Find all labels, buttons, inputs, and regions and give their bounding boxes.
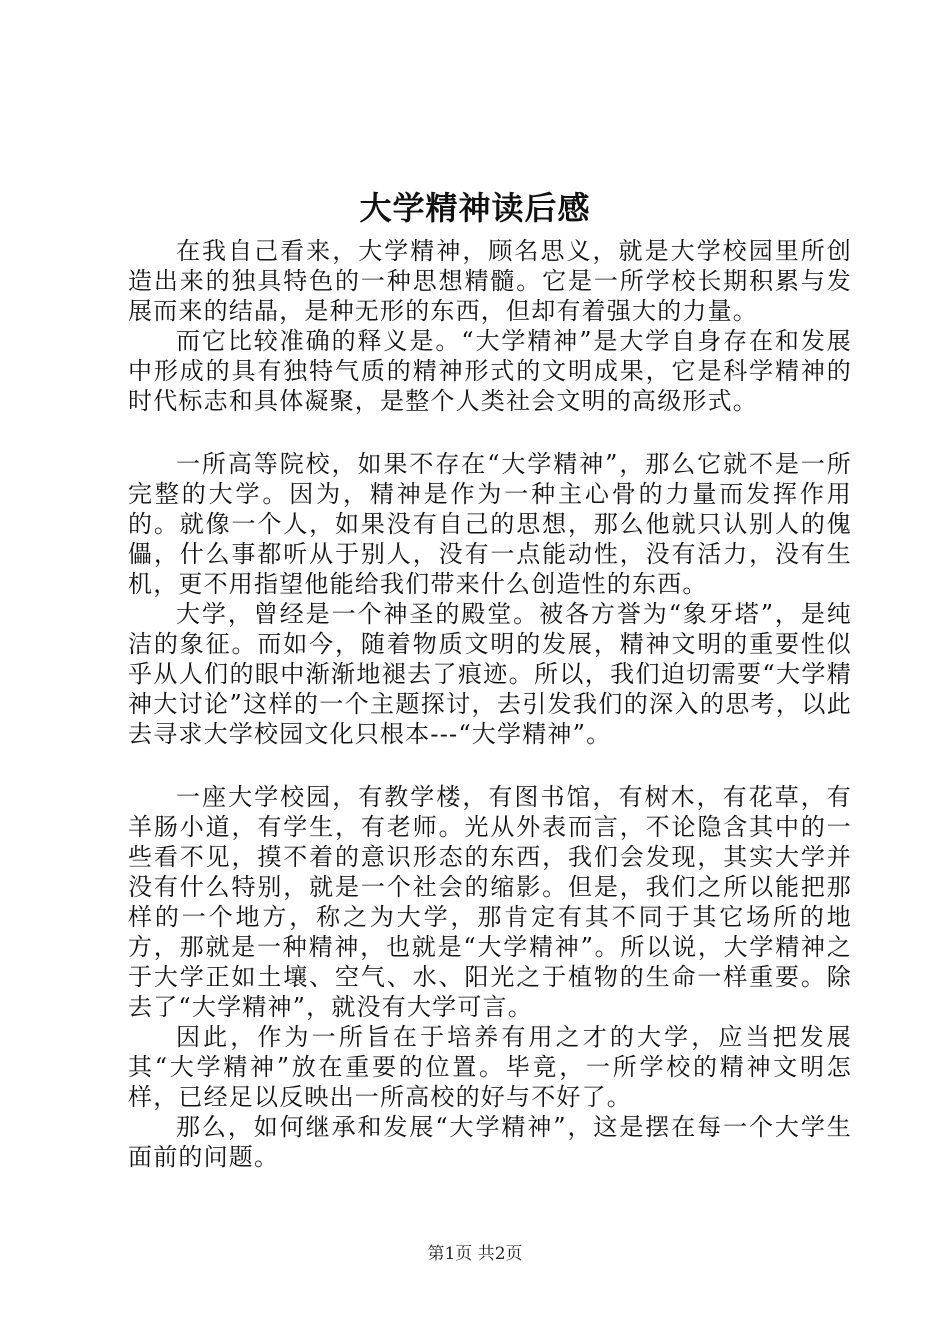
document-body bbox=[128, 236, 852, 1172]
paragraph-4: 大学，曾经是一个神圣的殿堂。被各方誉为“象牙塔”，是纯洁的象征。而如今，随着物质文明的发展，精神文明的重要性似乎从人们的眼中渐渐地褪去了痕迹。所以，我们迫切需要“大学精神大讨论”这样的一个主题探讨，去引发我们的深入的思考，以此去寻求大学校园文化只根本---“大学精神”。 bbox=[128, 600, 852, 748]
paragraph-2: 而它比较准确的释义是。“大学精神”是大学自身存在和发展中形成的具有独特气质的精神形式的文明成果，它是科学精神的时代标志和具体凝聚，是整个人类社会文明的高级形式。 bbox=[128, 327, 852, 415]
paragraph-spacer bbox=[128, 749, 852, 782]
paragraph-6: 因此，作为一所旨在于培养有用之才的大学，应当把发展其“大学精神”放在重要的位置。毕竟，一所学校的精神文明怎样，已经足以反映出一所高校的好与不好了。 bbox=[128, 1023, 852, 1111]
paragraph-1: 在我自己看来，大学精神，顾名思义，就是大学校园里所创造出来的独具特色的一种思想精髓。它是一所学校长期积累与发展而来的结晶，是种无形的东西，但却有着强大的力量。 bbox=[128, 237, 852, 325]
paragraph-7: 那么，如何继承和发展“大学精神”，这是摆在每一个大学生面前的问题。 bbox=[128, 1113, 852, 1171]
paragraph-5: 一座大学校园，有教学楼，有图书馆，有树木，有花草，有羊肠小道，有学生，有老师。光从外表而言，不论隐含其中的一些看不见，摸不着的意识形态的东西，我们会发现，其实大学并没有什么特别，就是一个社会的缩影。但是，我们之所以能把那样的一个地方，称之为大学，那肯定有其不同于其它场所的地方，那就是一种精神，也就是“大学精神”。所以说，大学精神之于大学正如土壤、空气、水、阳光之于植物的生命一样重要。除去了“大学精神”，就没有大学可言。 bbox=[128, 783, 852, 1021]
paragraph-3: 一所高等院校，如果不存在“大学精神”，那么它就不是一所完整的大学。因为，精神是作为一种主心骨的力量而发挥作用的。就像一个人，如果没有自己的思想，那么他就只认别人的傀儡，什么事都听从于别人，没有一点能动性，没有活力，没有生机，更不用指望他能给我们带来什么创造性的东西。 bbox=[128, 450, 852, 598]
page-number-footer: 第1页 共2页 bbox=[427, 1244, 523, 1264]
document-title: 大学精神读后感 bbox=[359, 189, 591, 227]
paragraph-spacer bbox=[128, 416, 852, 449]
